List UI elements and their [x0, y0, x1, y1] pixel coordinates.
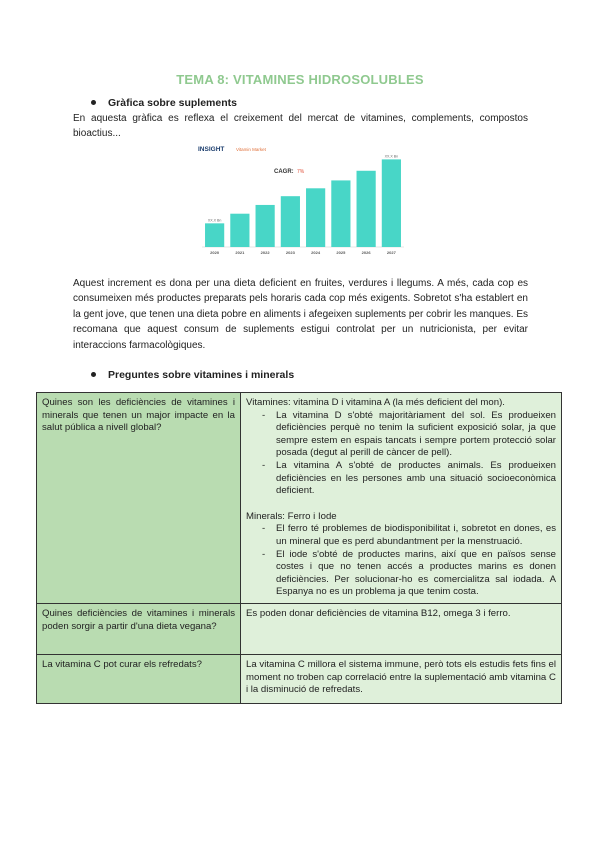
answer-minerals-intro: Minerals: Ferro i Iode: [246, 510, 337, 522]
list-item: - El iode s'obté de productes marins, així que en països sense costes i que no tenen accés a productes marins es donen deficiències. Per solucionar-ho es comercialitza sal iodada. A Espanya no es un problema ja que tenim costa.: [263, 549, 556, 599]
section-heading-questions: [91, 369, 294, 381]
qa-table: [36, 392, 562, 704]
chart-bar-2025: [331, 180, 350, 247]
chart-bar-2022: [256, 205, 275, 247]
section-heading-chart-text: Gràfica sobre suplements: [108, 97, 237, 109]
chart-data-label: XX.X Bn: [384, 154, 399, 159]
supplement-market-chart: [196, 143, 408, 258]
chart-tick-label: 2026: [361, 250, 371, 255]
chart-cagr-label: CAGR:: [274, 169, 294, 175]
question-cell: La vitamina C pot curar els refredats?: [37, 654, 241, 703]
answer-vitamins-intro: Vitamines: vitamina D i vitamina A (la més deficient del mon).: [246, 397, 505, 408]
page-title: TEMA 8: VITAMINES HIDROSOLUBLES: [176, 72, 424, 87]
chart-explanation: Aquest increment es dona per una dieta deficient en fruites, verdures i llegums. A més, cada cop es consumeixen més productes preparats pels horaris cada cop més exigents. Sobretot s'ha establert en la gent jove, que tenen una dieta pobre en aliments i afegeixen suplements per cobrir les manques. Es recomana que aquest consum de suplements estigui controlat per un nutricionista, per evitar interaccions farmacològiques.: [73, 278, 528, 351]
chart-bar-2020: [205, 223, 224, 247]
chart-background: [196, 143, 408, 258]
chart-logo: INSIGHT: [198, 146, 225, 153]
list-item: - La vitamina A s'obté de productes animals. Es produeixen deficiències en les persones amb una situació socioeconòmica deficient.: [263, 460, 556, 498]
section-heading-chart: [91, 97, 237, 109]
table-row: [37, 654, 562, 703]
chart-bar-2021: [230, 214, 249, 247]
answer-cell: [241, 393, 562, 604]
chart-bar-2027: [382, 159, 401, 247]
chart-bar-2024: [306, 188, 325, 247]
chart-bar-2023: [281, 196, 300, 247]
table-row: [37, 393, 562, 604]
chart-cagr-value: 7%: [297, 169, 305, 175]
chart-tick-label: 2022: [260, 250, 270, 255]
answer-minerals-list: [246, 523, 556, 599]
chart-tick-label: 2025: [336, 250, 346, 255]
chart-tick-label: 2020: [210, 250, 220, 255]
chart-bar-2026: [357, 171, 376, 247]
question-cell: Quines deficiències de vitamines i minerals poden sorgir a partir d'una dieta vegana?: [37, 603, 241, 654]
answer-cell: La vitamina C millora el sistema immune, però tots els estudis fets fins el moment no troben cap correlació entre la suplementació amb vitamina C i la disminució de refredats.: [241, 654, 562, 703]
table-row: [37, 603, 562, 654]
chart-subtitle: Vitamin Market: [236, 147, 266, 152]
list-item: - El ferro té problemes de biodisponibilitat i, sobretot en dones, es un mineral que es perd abundantment per la menstruació.: [263, 523, 556, 548]
answer-vitamins-list: [246, 410, 556, 498]
chart-tick-label: 2027: [386, 250, 396, 255]
bullet-icon: [91, 372, 96, 377]
chart-tick-label: 2023: [285, 250, 295, 255]
section-heading-questions-text: Preguntes sobre vitamines i minerals: [108, 369, 295, 381]
chart-tick-label: 2024: [311, 250, 321, 255]
list-item: - La vitamina D s'obté majoritàriament del sol. Es produeixen deficiències perquè no tenim la suficient exposició solar, ja que sempre estem en espais tancats i sempre portem protecció solar posada (degut al perill de càncer de pell).: [263, 410, 556, 460]
chart-tick-label: 2021: [235, 250, 245, 255]
question-cell: Quines son les deficiències de vitamines i minerals que tenen un major impacte en la salut pública a nivell global?: [37, 393, 241, 604]
chart-intro: En aquesta gràfica es reflexa el creixement del mercat de vitamines, complements, compostos bioactius...: [73, 113, 528, 140]
chart-data-label: XX.X Bn: [207, 218, 222, 223]
answer-cell: Es poden donar deficiències de vitamina B12, omega 3 i ferro.: [241, 603, 562, 654]
bullet-icon: [91, 100, 96, 105]
